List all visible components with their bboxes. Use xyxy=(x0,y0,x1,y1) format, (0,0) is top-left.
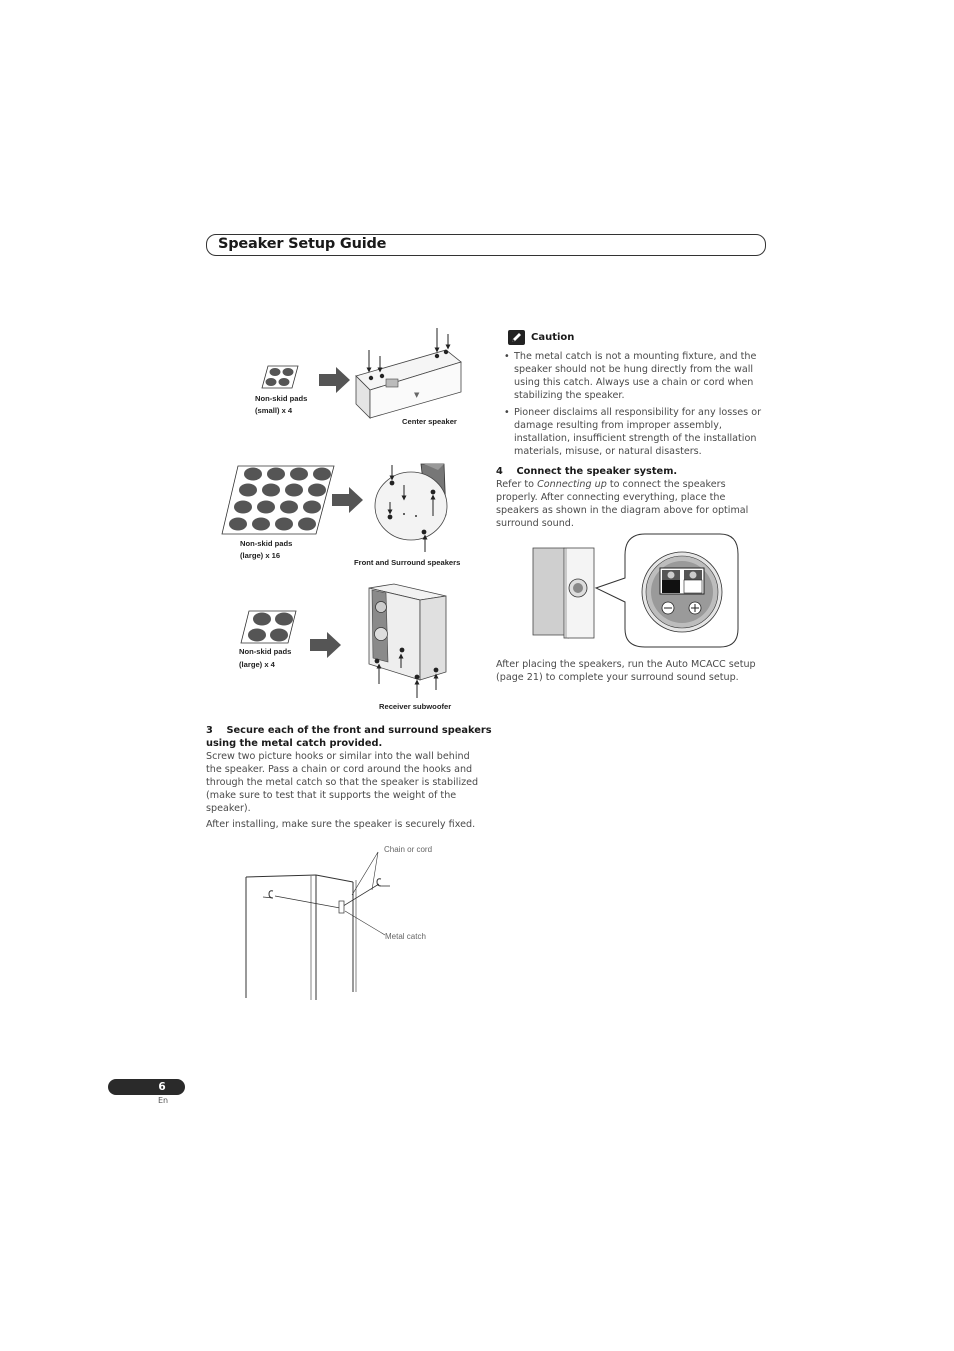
subwoofer-label: Receiver subwoofer xyxy=(379,702,452,711)
speaker-terminal-figure xyxy=(530,530,742,650)
minus-terminal-icon xyxy=(662,602,674,614)
speaker-back-illustration xyxy=(533,548,594,638)
chain-cord-label: Chain or cord xyxy=(384,845,433,854)
step4-body-suffix: to connect the speakers properly. After connecting everything, place the speakers as shown in the diagram above for optimal surround sound. xyxy=(496,479,749,529)
subwoofer-illustration xyxy=(369,584,446,698)
small-pads-sheet xyxy=(262,366,298,388)
arrow-right-icon xyxy=(332,487,363,513)
page-title: Speaker Setup Guide xyxy=(218,236,387,252)
caution-note-icon xyxy=(508,330,525,345)
front-speaker-label: Front and Surround speakers xyxy=(354,558,461,567)
chain-cord xyxy=(275,884,379,908)
step3-after: After installing, make sure the speaker is securely fixed. xyxy=(206,819,476,830)
front-pads-label-2: (large) x 16 xyxy=(240,551,281,560)
caution-item: • The metal catch is not a mounting fixture, and the speaker should not be hung directly from the wall using this catch. Always use a chain or cord when stabilizing the speaker. xyxy=(503,350,765,402)
arrow-right-icon xyxy=(310,632,341,658)
sub-pads-label-1: Non-skid pads xyxy=(239,647,292,656)
large-pads-sheet-16 xyxy=(222,466,334,534)
front-pads-label-1: Non-skid pads xyxy=(240,539,293,548)
speaker-side-illustration xyxy=(246,875,356,1000)
center-pads-label-2: (small) x 4 xyxy=(255,406,293,415)
plus-terminal-icon xyxy=(689,602,701,614)
caution-item: • Pioneer disclaims all responsibility for any losses or damage resulting from improper assembly, installation, insufficient strength of the installation materials, misuse, or natural disasters. xyxy=(503,406,765,458)
step4-body xyxy=(496,478,768,530)
center-speaker-illustration xyxy=(356,328,461,418)
terminal-plate-illustration xyxy=(642,552,722,632)
page-number: 6 xyxy=(158,1081,166,1093)
center-speaker-label: Center speaker xyxy=(402,417,457,426)
large-pads-sheet-4 xyxy=(241,611,296,643)
step3-heading-line2: using the metal catch provided. xyxy=(206,738,383,749)
step4-body-prefix: Refer to xyxy=(496,479,538,490)
page-language: En xyxy=(158,1096,169,1105)
caution-title: Caution xyxy=(531,332,575,343)
speaker-pads-figure xyxy=(206,320,476,715)
sub-pads-label-2: (large) x 4 xyxy=(239,660,275,669)
caution-list xyxy=(503,350,765,462)
picture-hook-icon xyxy=(269,891,273,898)
step4-heading: 4 Connect the speaker system. xyxy=(496,466,678,477)
connecting-up-reference: Connecting up xyxy=(537,479,607,490)
metal-catch-label: Metal catch xyxy=(385,932,426,941)
after-placing-text: After placing the speakers, run the Auto MCACC setup (page 21) to complete your surround sound setup. xyxy=(496,659,756,683)
step3-body: Screw two picture hooks or similar into the wall behind the speaker. Pass a chain or cord around the hooks and through the metal catch so that the speaker is stabilized (make sure to test that it supports the weight of the speaker). xyxy=(206,751,479,814)
step3-heading xyxy=(206,724,492,750)
svg-text:▼: ▼ xyxy=(414,391,420,399)
arrow-right-icon xyxy=(319,367,350,393)
front-speaker-illustration xyxy=(375,464,447,552)
step3-heading-line1: 3 Secure each of the front and surround speakers xyxy=(206,725,492,736)
center-pads-label-1: Non-skid pads xyxy=(255,394,308,403)
hook-figure xyxy=(240,840,450,1005)
metal-catch-icon xyxy=(339,901,344,913)
